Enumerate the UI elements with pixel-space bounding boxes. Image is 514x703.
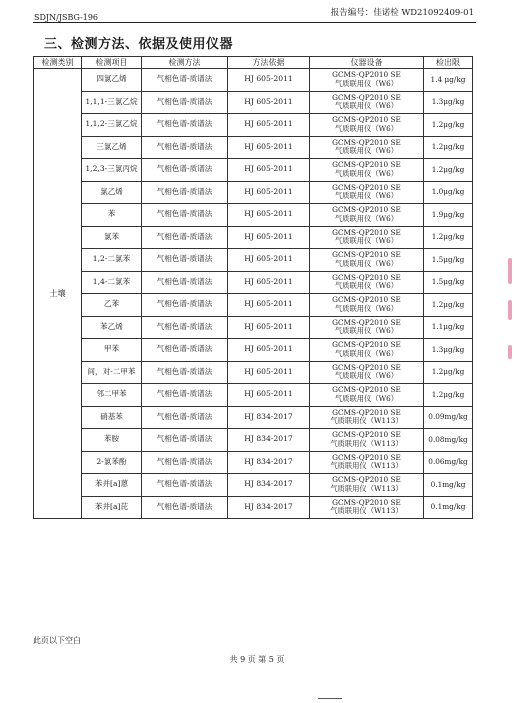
equipment-model: GCMS-QP2010 SE	[332, 295, 401, 305]
test-item-cell: 苯并[a]芘	[82, 496, 142, 519]
detection-limit-cell: 1.2μg/kg	[424, 384, 473, 407]
table-row	[34, 429, 473, 452]
detection-limit-cell: 1.2μg/kg	[424, 361, 473, 384]
equipment-cell	[310, 294, 424, 317]
method-basis-cell: HJ 834-2017	[228, 429, 310, 452]
table-row	[34, 91, 473, 114]
detection-limit-cell: 1.2μg/kg	[424, 226, 473, 249]
equipment-model: GCMS-QP2010 SE	[332, 115, 401, 125]
method-basis-cell: HJ 605-2011	[228, 361, 310, 384]
table-row	[34, 361, 473, 384]
equipment-cell	[310, 114, 424, 137]
test-item-cell: 1,1,2-三氯乙烷	[82, 114, 142, 137]
detection-limit-cell: 1.1μg/kg	[424, 316, 473, 339]
equipment-name: 气质联用仪（W6）	[334, 348, 399, 358]
equipment-name: 气质联用仪（W6）	[334, 168, 399, 178]
test-item-cell: 硝基苯	[82, 406, 142, 429]
test-item-cell: 苯并[a]蒽	[82, 474, 142, 497]
equipment-name: 气质联用仪（W6）	[334, 78, 399, 88]
method-cell: 气相色谱-质谱法	[142, 69, 228, 92]
equipment-cell	[310, 249, 424, 272]
equipment-name: 气质联用仪（W6）	[334, 258, 399, 268]
method-cell: 气相色谱-质谱法	[142, 294, 228, 317]
test-item-cell: 四氯乙烯	[82, 69, 142, 92]
detection-limit-cell: 1.4 μg/kg	[424, 69, 473, 92]
equipment-model: GCMS-QP2010 SE	[332, 70, 401, 80]
equipment-name: 气质联用仪（W6）	[334, 393, 399, 403]
method-basis-cell: HJ 605-2011	[228, 316, 310, 339]
detection-limit-cell: 1.3μg/kg	[424, 91, 473, 114]
method-basis-cell: HJ 605-2011	[228, 69, 310, 92]
table-row	[34, 474, 473, 497]
detection-limit-cell: 1.9μg/kg	[424, 204, 473, 227]
equipment-name: 气质联用仪（W6）	[334, 281, 399, 291]
method-cell: 气相色谱-质谱法	[142, 181, 228, 204]
equipment-name: 气质联用仪（W6）	[334, 123, 399, 133]
detection-limit-cell: 1.0μg/kg	[424, 181, 473, 204]
equipment-model: GCMS-QP2010 SE	[332, 475, 401, 485]
equipment-model: GCMS-QP2010 SE	[332, 497, 401, 507]
equipment-model: GCMS-QP2010 SE	[332, 160, 401, 170]
detection-limit-cell: 1.5μg/kg	[424, 271, 473, 294]
detection-limit-cell: 1.2μg/kg	[424, 114, 473, 137]
header-rule	[33, 22, 476, 23]
equipment-cell	[310, 271, 424, 294]
equipment-name: 气质联用仪（W6）	[334, 236, 399, 246]
equipment-name: 气质联用仪（W6）	[334, 371, 399, 381]
equipment-cell	[310, 406, 424, 429]
equipment-cell	[310, 451, 424, 474]
equipment-cell	[310, 429, 424, 452]
table-row	[34, 316, 473, 339]
method-cell: 气相色谱-质谱法	[142, 226, 228, 249]
edge-stain-mark	[508, 258, 512, 284]
equipment-name: 气质联用仪（W6）	[334, 146, 399, 156]
table-row	[34, 294, 473, 317]
equipment-model: GCMS-QP2010 SE	[332, 250, 401, 260]
equipment-cell	[310, 361, 424, 384]
test-item-cell: 三氯乙烯	[82, 136, 142, 159]
method-basis-cell: HJ 605-2011	[228, 294, 310, 317]
method-basis-cell: HJ 605-2011	[228, 136, 310, 159]
equipment-cell	[310, 69, 424, 92]
equipment-model: GCMS-QP2010 SE	[332, 182, 401, 192]
equipment-cell	[310, 204, 424, 227]
equipment-model: GCMS-QP2010 SE	[332, 385, 401, 395]
table-row	[34, 136, 473, 159]
test-item-cell: 苯	[82, 204, 142, 227]
test-item-cell: 甲苯	[82, 339, 142, 362]
method-basis-cell: HJ 834-2017	[228, 451, 310, 474]
method-basis-cell: HJ 605-2011	[228, 159, 310, 182]
method-cell: 气相色谱-质谱法	[142, 474, 228, 497]
method-cell: 气相色谱-质谱法	[142, 271, 228, 294]
test-item-cell: 2-氯苯酚	[82, 451, 142, 474]
equipment-cell	[310, 136, 424, 159]
method-cell: 气相色谱-质谱法	[142, 114, 228, 137]
test-methods-table	[33, 56, 473, 519]
equipment-cell	[310, 159, 424, 182]
equipment-model: GCMS-QP2010 SE	[332, 272, 401, 282]
method-cell: 气相色谱-质谱法	[142, 204, 228, 227]
table-body	[34, 69, 473, 519]
equipment-model: GCMS-QP2010 SE	[332, 407, 401, 417]
test-item-cell: 1,2-二氯苯	[82, 249, 142, 272]
equipment-model: GCMS-QP2010 SE	[332, 340, 401, 350]
table-row	[34, 451, 473, 474]
equipment-model: GCMS-QP2010 SE	[332, 452, 401, 462]
test-item-cell: 1,1,1-三氯乙烷	[82, 91, 142, 114]
table-row	[34, 181, 473, 204]
table-header-row	[34, 57, 473, 69]
method-cell: 气相色谱-质谱法	[142, 159, 228, 182]
equipment-cell	[310, 181, 424, 204]
method-basis-cell: HJ 605-2011	[228, 339, 310, 362]
header-category: 检测类别	[34, 57, 82, 69]
method-cell: 气相色谱-质谱法	[142, 136, 228, 159]
category-cell: 土壤	[34, 69, 82, 519]
equipment-cell	[310, 316, 424, 339]
header-equipment: 仪器设备	[310, 57, 424, 69]
detection-limit-cell: 1.2μg/kg	[424, 159, 473, 182]
table-row	[34, 204, 473, 227]
table-row	[34, 159, 473, 182]
method-basis-cell: HJ 605-2011	[228, 271, 310, 294]
test-item-cell: 氯乙烯	[82, 181, 142, 204]
method-basis-cell: HJ 605-2011	[228, 226, 310, 249]
header-item: 检测项目	[82, 57, 142, 69]
test-item-cell: 1,4-二氯苯	[82, 271, 142, 294]
table-row	[34, 249, 473, 272]
method-cell: 气相色谱-质谱法	[142, 361, 228, 384]
table-row	[34, 69, 473, 92]
test-item-cell: 氯苯	[82, 226, 142, 249]
equipment-cell	[310, 496, 424, 519]
edge-stain-mark	[508, 345, 512, 359]
edge-stain-mark	[508, 300, 512, 320]
equipment-name: 气质联用仪（W113）	[330, 461, 403, 471]
table-row	[34, 226, 473, 249]
equipment-name: 气质联用仪（W6）	[334, 326, 399, 336]
table-row	[34, 339, 473, 362]
equipment-name: 气质联用仪（W113）	[330, 438, 403, 448]
equipment-model: GCMS-QP2010 SE	[332, 430, 401, 440]
detection-limit-cell: 0.09mg/kg	[424, 406, 473, 429]
equipment-name: 气质联用仪（W113）	[330, 483, 403, 493]
test-item-cell: 乙苯	[82, 294, 142, 317]
header-detection-limit: 检出限	[424, 57, 473, 69]
method-cell: 气相色谱-质谱法	[142, 384, 228, 407]
header-basis: 方法依据	[228, 57, 310, 69]
bottom-smudge	[318, 698, 342, 699]
test-item-cell: 苯胺	[82, 429, 142, 452]
table-row	[34, 406, 473, 429]
method-cell: 气相色谱-质谱法	[142, 496, 228, 519]
equipment-cell	[310, 91, 424, 114]
section-title: 三、检测方法、依据及使用仪器	[44, 37, 234, 52]
detection-limit-cell: 0.1mg/kg	[424, 474, 473, 497]
table-row	[34, 384, 473, 407]
equipment-name: 气质联用仪（W6）	[334, 101, 399, 111]
detection-limit-cell: 0.08mg/kg	[424, 429, 473, 452]
method-cell: 气相色谱-质谱法	[142, 451, 228, 474]
test-item-cell: 邻二甲苯	[82, 384, 142, 407]
detection-limit-cell: 0.1mg/kg	[424, 496, 473, 519]
equipment-cell	[310, 474, 424, 497]
equipment-name: 气质联用仪（W113）	[330, 416, 403, 426]
detection-limit-cell: 1.2μg/kg	[424, 136, 473, 159]
equipment-model: GCMS-QP2010 SE	[332, 137, 401, 147]
method-cell: 气相色谱-质谱法	[142, 429, 228, 452]
method-cell: 气相色谱-质谱法	[142, 91, 228, 114]
equipment-name: 气质联用仪（W6）	[334, 191, 399, 201]
equipment-name: 气质联用仪（W113）	[330, 506, 403, 516]
equipment-name: 气质联用仪（W6）	[334, 303, 399, 313]
method-basis-cell: HJ 605-2011	[228, 204, 310, 227]
method-cell: 气相色谱-质谱法	[142, 249, 228, 272]
method-basis-cell: HJ 834-2017	[228, 406, 310, 429]
method-cell: 气相色谱-质谱法	[142, 406, 228, 429]
table-row	[34, 271, 473, 294]
method-basis-cell: HJ 605-2011	[228, 114, 310, 137]
equipment-cell	[310, 339, 424, 362]
table-row	[34, 114, 473, 137]
method-basis-cell: HJ 605-2011	[228, 384, 310, 407]
method-basis-cell: HJ 834-2017	[228, 496, 310, 519]
equipment-cell	[310, 384, 424, 407]
equipment-model: GCMS-QP2010 SE	[332, 362, 401, 372]
equipment-model: GCMS-QP2010 SE	[332, 92, 401, 102]
table-row	[34, 496, 473, 519]
equipment-name: 气质联用仪（W6）	[334, 213, 399, 223]
document-code: SDJN/JSBG-196	[34, 13, 99, 22]
equipment-model: GCMS-QP2010 SE	[332, 317, 401, 327]
equipment-model: GCMS-QP2010 SE	[332, 205, 401, 215]
detection-limit-cell: 1.3μg/kg	[424, 339, 473, 362]
page-number: 共 9 页 第 5 页	[229, 655, 285, 664]
equipment-cell	[310, 226, 424, 249]
header-method: 检测方法	[142, 57, 228, 69]
detection-limit-cell: 1.5μg/kg	[424, 249, 473, 272]
method-cell: 气相色谱-质谱法	[142, 316, 228, 339]
method-basis-cell: HJ 834-2017	[228, 474, 310, 497]
detection-limit-cell: 0.06mg/kg	[424, 451, 473, 474]
detection-limit-cell: 1.2μg/kg	[424, 294, 473, 317]
equipment-model: GCMS-QP2010 SE	[332, 227, 401, 237]
test-item-cell: 间，对-二甲苯	[82, 361, 142, 384]
report-number: 报告编号：佳诺检 WD21092409-01	[330, 8, 474, 18]
test-item-cell: 1,2,3-三氯丙烷	[82, 159, 142, 182]
blank-note: 此页以下空白	[33, 636, 81, 645]
test-item-cell: 苯乙烯	[82, 316, 142, 339]
method-basis-cell: HJ 605-2011	[228, 91, 310, 114]
method-cell: 气相色谱-质谱法	[142, 339, 228, 362]
method-basis-cell: HJ 605-2011	[228, 181, 310, 204]
method-basis-cell: HJ 605-2011	[228, 249, 310, 272]
